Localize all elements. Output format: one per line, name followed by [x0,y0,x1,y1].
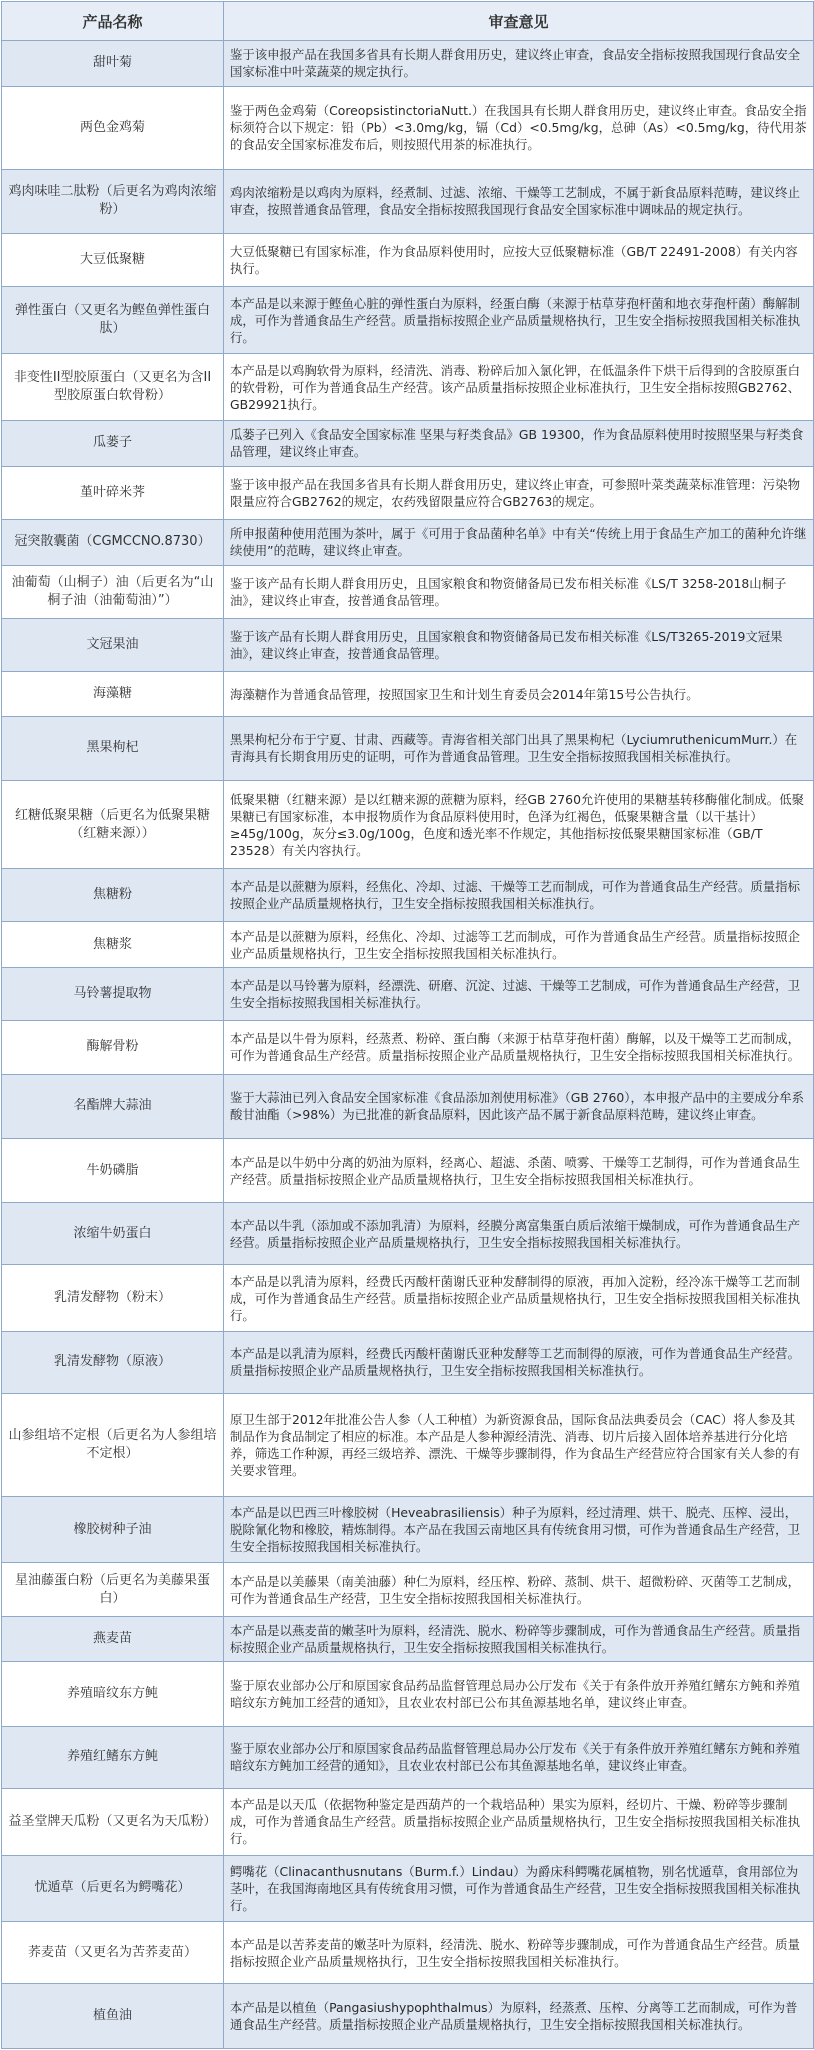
product-name-cell: 名酯牌大蒜油 [2,1074,224,1138]
review-opinion-cell: 海藻糖作为普通食品管理，按照国家卫生和计划生育委员会2014年第15号公告执行。 [224,672,814,717]
product-name-cell: 忧遁草（后更名为鳄嘴花） [2,1855,224,1922]
table-row [2,466,814,519]
table-row [2,1563,814,1616]
product-name-cell: 星油藤蛋白粉（后更名为美藤果蛋白） [2,1563,224,1616]
review-opinion-cell: 本产品是以乳清为原料，经费氏丙酸杆菌谢氏亚种发酵等工艺而制得的原液，可作为普通食品生产经营。质量指标按照企业产品质量规格执行，卫生安全指标按照我国相关标准执行。 [224,1331,814,1393]
review-opinion-cell: 低聚果糖（红糖来源）是以红糖来源的蔗糖为原料，经GB 2760允许使用的果糖基转移酶催化制成。低聚果糖已有国家标准，本申报物质作为食品原料使用时，色泽为红褐色，低聚果糖含量（以干基计）≥45g/100g，灰分≤3.0g/100g，色度和透光率不作规定，其他指标按低聚果糖国家标准（GB/T 23528）有关内容执行。 [224,781,814,869]
product-name-cell: 红糖低聚果糖（后更名为低聚果糖（红糖来源）） [2,781,224,869]
review-opinion-cell: 本产品以牛乳（添加或不添加乳清）为原料，经膜分离富集蛋白质后浓缩干燥制成，可作为普通食品生产经营。质量指标按照企业产品质量规格执行，卫生安全指标按照我国相关标准执行。 [224,1203,814,1265]
table-row [2,1984,814,2049]
review-opinion-cell: 本产品是以植鱼（Pangasiushypophthalmus）为原料，经蒸煮、压榨、分离等工艺而制成，可作为普通食品生产经营。质量指标按照企业产品质量规格执行，卫生安全指标按照我国相关标准执行。 [224,1984,814,2049]
review-opinion-cell: 本产品是以牛骨为原料，经蒸煮、粉碎、蛋白酶（来源于枯草芽孢杆菌）酶解，以及干燥等工艺而制成，可作为普通食品生产经营。质量指标按照企业产品质量规格执行，卫生安全指标按照我国相关标准执行。 [224,1021,814,1074]
review-opinion-cell: 所申报菌种使用范围为茶叶，属于《可用于食品菌种名单》中有关“传统上用于食品生产加工的菌种允许继续使用”的范畴，建议终止审查。 [224,520,814,566]
table-row [2,922,814,968]
product-name-cell: 浓缩牛奶蛋白 [2,1203,224,1265]
review-opinion-cell: 本产品是以美藤果（南美油藤）种仁为原料，经压榨、粉碎、蒸制、烘干、超微粉碎、灭菌等工艺制成，可作为普通食品生产经营，卫生安全指标按照我国相关标准执行。 [224,1563,814,1616]
product-name-cell: 燕麦苗 [2,1616,224,1662]
product-name-cell: 冠突散囊菌（CGMCCNO.8730） [2,520,224,566]
product-name-cell: 植鱼油 [2,1984,224,2049]
product-name-cell: 堇叶碎米荠 [2,466,224,519]
product-name-cell: 益圣堂牌天瓜粉（又更名为天瓜粉） [2,1788,224,1855]
table-row [2,421,814,467]
table-row [2,354,814,421]
review-opinion-cell: 本产品是以巴西三叶橡胶树（Heveabrasiliensis）种子为原料，经过清理、烘干、脱壳、压榨、浸出，脱除氰化物和橡胶，精炼制得。本产品在我国云南地区具有传统食用习惯，可作为普通食品生产经营，卫生安全指标按照我国相关标准执行。 [224,1496,814,1563]
review-opinion-cell: 鉴于该申报产品在我国多省具有长期人群食用历史，建议终止审查，食品安全指标按照我国现行食品安全国家标准中叶菜蔬菜的规定执行。 [224,41,814,87]
table-row [2,968,814,1021]
table-row [2,234,814,287]
review-opinion-cell: 本产品是以天瓜（依据物种鉴定是西葫芦的一个栽培品种）果实为原料，经切片、干燥、粉碎等步骤制成，可作为普通食品生产经营。质量指标按照企业产品质量规格执行，卫生安全指标按照我国相关标准执行。 [224,1788,814,1855]
table-row [2,1331,814,1393]
review-opinion-cell: 本产品是以马铃薯为原料，经漂洗、研磨、沉淀、过滤、干燥等工艺制成，可作为普通食品生产经营，卫生安全指标按照我国相关标准执行。 [224,968,814,1021]
product-name-cell: 弹性蛋白（又更名为鲣鱼弹性蛋白肽） [2,287,224,354]
review-opinion-cell: 本产品是以蔗糖为原料，经焦化、冷却、过滤、干燥等工艺而制成，可作为普通食品生产经营。质量指标按照企业产品质量规格执行，卫生安全指标按照我国相关标准执行。 [224,869,814,922]
table-row [2,1138,814,1202]
product-name-cell: 养殖红鳍东方鲀 [2,1726,224,1788]
product-name-cell: 两色金鸡菊 [2,86,224,169]
review-opinion-cell: 鸡肉浓缩粉是以鸡肉为原料，经煮制、过滤、浓缩、干燥等工艺制成，不属于新食品原料范畴，建议终止审查，按照普通食品管理，食品安全指标按照我国现行食品安全国家标准中调味品的规定执行。 [224,169,814,233]
product-name-cell: 鸡肉味哇二肽粉（后更名为鸡肉浓缩粉） [2,169,224,233]
review-opinion-cell: 本产品是以牛奶中分离的奶油为原料，经离心、超滤、杀菌、喷雾、干燥等工艺制得，可作为普通食品生产经营。质量指标按照企业产品质量规格执行，卫生安全指标按照我国相关标准执行。 [224,1138,814,1202]
review-opinion-cell: 本产品是以来源于鲣鱼心脏的弹性蛋白为原料，经蛋白酶（来源于枯草芽孢杆菌和地衣芽孢杆菌）酶解制成，可作为普通食品生产经营。质量指标按照企业产品质量规格执行，卫生安全指标按照我国相关标准执行。 [224,287,814,354]
table-row [2,1855,814,1922]
review-opinion-cell: 鉴于该产品有长期人群食用历史，且国家粮食和物资储备局已发布相关标准《LS/T 3258-2018山桐子油》，建议终止审查，按普通食品管理。 [224,565,814,618]
product-name-cell: 油葡萄（山桐子）油（后更名为“山桐子油（油葡萄油）”） [2,565,224,618]
table-row [2,1922,814,1984]
table-header-row [2,2,814,41]
review-opinion-table [1,1,814,2049]
product-name-cell: 养殖暗纹东方鲀 [2,1662,224,1726]
review-opinion-cell: 鉴于大蒜油已列入食品安全国家标准《食品添加剂使用标准》（GB 2760），本申报产品中的主要成分牟系酸甘油酯（>98%）为已批准的新食品原料，因此该产品不属于新食品原料范畴，建议终止审查。 [224,1074,814,1138]
review-opinion-cell: 本产品是以鸡胸软骨为原料，经清洗、消毒、粉碎后加入氯化钾，在低温条件下烘干后得到的含胶原蛋白的软骨粉，可作为普通食品生产经营。该产品质量指标按照企业标准执行，卫生安全指标按照GB2762、GB29921执行。 [224,354,814,421]
product-name-cell: 甜叶菊 [2,41,224,87]
product-name-cell: 海藻糖 [2,672,224,717]
product-name-cell: 文冠果油 [2,619,224,672]
review-opinion-cell: 鉴于两色金鸡菊（CoreopsistinctoriaNutt.）在我国具有长期人群食用历史，建议终止审查。食品安全指标须符合以下规定：铅（Pb）<3.0mg/kg，镉（Cd）<0.5mg/kg，总砷（As）<0.5mg/kg，待代用茶的食品安全国家标准发布后，则按照代用茶的标准执行。 [224,86,814,169]
product-name-cell: 焦糖粉 [2,869,224,922]
product-name-cell: 橡胶树种子油 [2,1496,224,1563]
review-opinion-cell: 鳄嘴花（Clinacanthusnutans（Burm.f.）Lindau）为爵床科鳄嘴花属植物，别名忧遁草，食用部位为茎叶，在我国海南地区具有传统食用习惯，可作为普通食品生产经营，卫生安全指标按照我国相关标准执行。 [224,1855,814,1922]
review-opinion-cell: 原卫生部于2012年批准公告人参（人工种植）为新资源食品，国际食品法典委员会（CAC）将人参及其制品作为食品制定了相应的标准。本产品是人参种源经清洗、消毒、切片后接入固体培养基进行分化培养，筛选工作种源，再经三级培养、漂洗、干燥等步骤制得，作为食品生产经营应符合国家有关人参的有关要求管理。 [224,1393,814,1496]
review-opinion-cell: 本产品是以蔗糖为原料，经焦化、冷却、过滤等工艺而制成，可作为普通食品生产经营。质量指标按照企业产品质量规格执行，卫生安全指标按照我国相关标准执行。 [224,922,814,968]
table-row [2,1021,814,1074]
table-row [2,1265,814,1332]
product-name-cell: 马铃薯提取物 [2,968,224,1021]
product-name-cell: 乳清发酵物（粉末） [2,1265,224,1332]
table-row [2,1616,814,1662]
product-name-cell: 牛奶磷脂 [2,1138,224,1202]
table-row [2,869,814,922]
table-row [2,287,814,354]
table-row [2,1393,814,1496]
table-row [2,1788,814,1855]
table-row [2,672,814,717]
review-opinion-cell: 鉴于原农业部办公厅和原国家食品药品监督管理总局办公厅发布《关于有条件放开养殖红鳍东方鲀和养殖暗纹东方鲀加工经营的通知》，且农业农村部已公布其鱼源基地名单，建议终止审查。 [224,1726,814,1788]
review-opinion-cell: 本产品是以燕麦苗的嫩茎叶为原料，经清洗、脱水、粉碎等步骤制成，可作为普通食品生产经营。质量指标按照企业产品质量规格执行，卫生安全指标按照我国相关标准执行。 [224,1616,814,1662]
review-opinion-cell: 本产品是以乳清为原料，经费氏丙酸杆菌谢氏亚种发酵制得的原液，再加入淀粉，经冷冻干燥等工艺而制成，可作为普通食品生产经营。质量指标按照企业产品质量规格执行，卫生安全指标按照我国相关标准执行。 [224,1265,814,1332]
header-product-name: 产品名称 [2,2,224,41]
review-opinion-cell: 大豆低聚糖已有国家标准，作为食品原料使用时，应按大豆低聚糖标准（GB/T 22491-2008）有关内容执行。 [224,234,814,287]
table-row [2,1074,814,1138]
product-name-cell: 大豆低聚糖 [2,234,224,287]
table-row [2,781,814,869]
table-row [2,86,814,169]
table-row [2,169,814,233]
product-name-cell: 非变性II型胶原蛋白（又更名为含II型胶原蛋白软骨粉） [2,354,224,421]
review-opinion-cell: 鉴于该申报产品在我国多省具有长期人群食用历史，建议终止审查，可参照叶菜类蔬菜标准管理：污染物限量应符合GB2762的规定，农药残留限量应符合GB2763的规定。 [224,466,814,519]
table-row [2,520,814,566]
review-opinion-cell: 鉴于该产品有长期人群食用历史，且国家粮食和物资储备局已发布相关标准《LS/T3265-2019文冠果油》，建议终止审查，按普通食品管理。 [224,619,814,672]
table-row [2,1662,814,1726]
table-row [2,619,814,672]
product-name-cell: 荞麦苗（又更名为苦荞麦苗） [2,1922,224,1984]
review-opinion-cell: 瓜蒌子已列入《食品安全国家标准 坚果与籽类食品》GB 19300，作为食品原料使用时按照坚果与籽类食品管理，建议终止审查。 [224,421,814,467]
product-name-cell: 黑果枸杞 [2,716,224,780]
product-name-cell: 乳清发酵物（原液） [2,1331,224,1393]
table-body [2,41,814,2049]
product-name-cell: 瓜蒌子 [2,421,224,467]
product-name-cell: 酶解骨粉 [2,1021,224,1074]
table-row [2,565,814,618]
review-opinion-cell: 本产品是以苦荞麦苗的嫩茎叶为原料，经清洗、脱水、粉碎等步骤制成，可作为普通食品生产经营。质量指标按照企业产品质量规格执行，卫生安全指标按照我国相关标准执行。 [224,1922,814,1984]
product-name-cell: 焦糖浆 [2,922,224,968]
table-row [2,716,814,780]
table-row [2,1203,814,1265]
review-opinion-cell: 黑果枸杞分布于宁夏、甘肃、西藏等。青海省相关部门出具了黑果枸杞（LyciumruthenicumMurr.）在青海具有长期食用历史的证明，可作为普通食品管理。卫生安全指标按照我国相关标准执行。 [224,716,814,780]
table-row [2,1496,814,1563]
product-name-cell: 山参组培不定根（后更名为人参组培不定根） [2,1393,224,1496]
table-row [2,1726,814,1788]
review-opinion-cell: 鉴于原农业部办公厅和原国家食品药品监督管理总局办公厅发布《关于有条件放开养殖红鳍东方鲀和养殖暗纹东方鲀加工经营的通知》，且农业农村部已公布其鱼源基地名单，建议终止审查。 [224,1662,814,1726]
header-review-opinion: 审查意见 [224,2,814,41]
table-row [2,41,814,87]
